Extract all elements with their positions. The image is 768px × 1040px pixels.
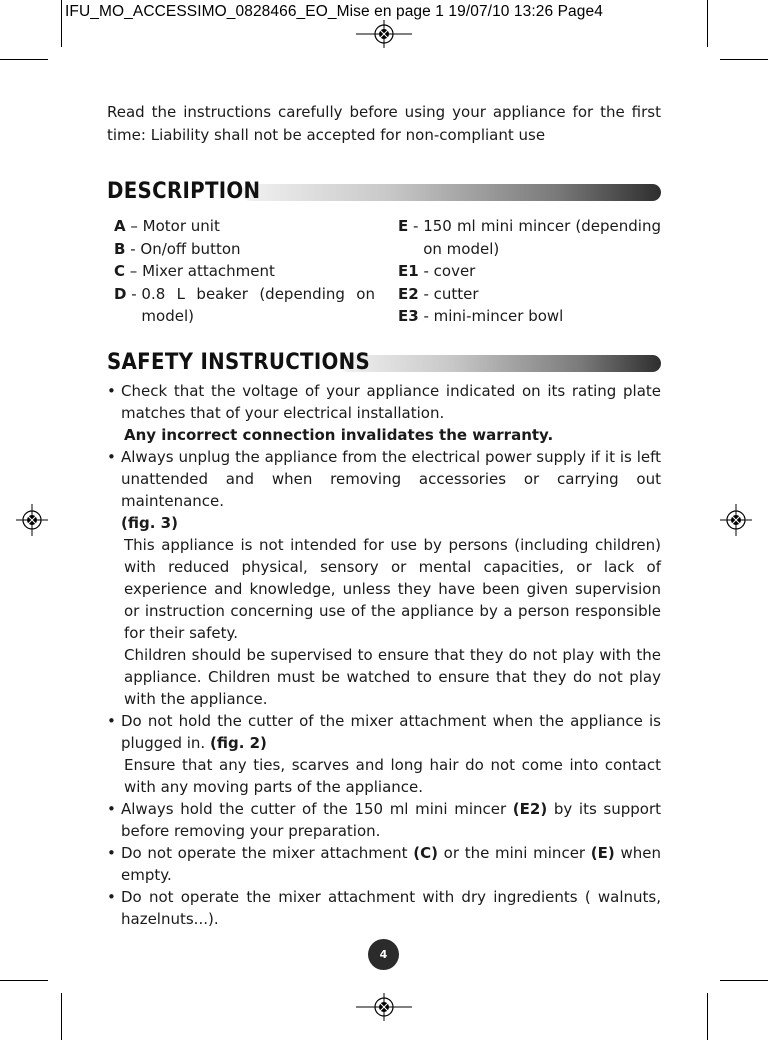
part-reference: (C): [413, 844, 438, 862]
instruction-text-part: Always hold the cutter of the 150 ml mini mincer: [121, 800, 507, 818]
item-separator: -: [126, 284, 142, 303]
bullet-icon: •: [107, 712, 116, 730]
figure-reference: (fig. 3): [121, 514, 178, 532]
print-slug: IFU_MO_ACCESSIMO_0828466_EO_Mise en page 1 19/07/10 13:26 Page4: [65, 3, 603, 20]
item-text: Mixer attachment: [142, 262, 275, 280]
bullet-icon: •: [107, 888, 116, 906]
part-reference: (E2): [512, 800, 548, 818]
registration-mark-icon: [16, 504, 48, 536]
item-code: E3: [398, 307, 419, 325]
item-text: On/off button: [140, 239, 241, 258]
item-code: D: [114, 284, 127, 303]
list-item: [107, 842, 661, 886]
registration-mark-icon: [356, 20, 412, 48]
list-item: [114, 238, 375, 261]
item-code: E2: [398, 284, 419, 303]
list-item: [398, 305, 661, 328]
instruction-text-part: Do not operate the mixer attachment: [121, 844, 408, 862]
instruction-text: Check that the voltage of your appliance indicated on its rating plate matches that of your electrical installation.: [121, 382, 661, 422]
item-text: Motor unit: [142, 217, 220, 235]
item-code: B: [114, 239, 126, 258]
item-separator: -: [418, 262, 434, 280]
safety-header: [107, 351, 661, 373]
crop-mark: [61, 0, 62, 47]
list-item: [107, 798, 661, 842]
instruction-paragraph: Ensure that any ties, scarves and long hair do not come into contact with any moving parts of the appliance.: [124, 756, 661, 796]
list-item: [398, 283, 661, 306]
item-code: E1: [398, 262, 419, 280]
crop-mark: [707, 993, 708, 1040]
item-text: mini-mincer bowl: [433, 307, 564, 325]
description-title: DESCRIPTION: [107, 179, 261, 204]
bullet-icon: •: [107, 800, 116, 818]
intro-paragraph: Read the instructions carefully before using your appliance for the first time: Liability shall not be accepted for non-compliant use: [107, 103, 661, 144]
instruction-text: Always unplug the appliance from the electrical power supply if it is left unattended and when removing accessories or carrying out maintenance.: [121, 448, 661, 510]
description-right-column: [398, 215, 661, 328]
instruction-text: [121, 798, 661, 842]
bullet-icon: •: [107, 844, 116, 862]
registration-mark-icon: [720, 504, 752, 536]
item-code: A: [114, 217, 126, 235]
item-separator: –: [125, 217, 143, 235]
list-item: [398, 260, 661, 283]
list-item: [107, 380, 661, 446]
list-item: [114, 260, 375, 283]
crop-mark: [0, 980, 48, 981]
item-separator: -: [418, 307, 434, 325]
bullet-icon: •: [107, 382, 116, 400]
warranty-warning: Any incorrect connection invalidates the warranty.: [124, 426, 554, 444]
item-separator: -: [125, 239, 141, 258]
item-text: 0.8 L beaker (depending on model): [141, 284, 375, 325]
instruction-text-part: or the mini mincer: [443, 844, 586, 862]
part-reference: (E): [590, 844, 615, 862]
list-item: [107, 710, 661, 798]
safety-instructions: [107, 380, 661, 930]
item-text: cutter: [433, 284, 479, 303]
safety-title: SAFETY INSTRUCTIONS: [107, 350, 371, 375]
item-separator: -: [408, 217, 424, 235]
description-left-column: [114, 215, 375, 328]
list-item: [107, 886, 661, 930]
list-item: [398, 215, 661, 260]
instruction-paragraph: This appliance is not intended for use by persons (including children) with reduced physical, sensory or mental capacities, or lack of experience and knowledge, unless they have been given supervision or instruction concerning use of the appliance by a person responsible for their safety.: [124, 536, 661, 642]
item-text: cover: [433, 262, 476, 280]
crop-mark: [61, 993, 62, 1040]
crop-mark: [720, 59, 768, 60]
registration-mark-icon: [356, 993, 412, 1021]
crop-mark: [0, 59, 48, 60]
item-separator: -: [418, 284, 434, 303]
figure-reference: (fig. 2): [209, 734, 267, 752]
list-item: [107, 446, 661, 710]
instruction-text-part: by its support before removing your preparation.: [121, 800, 661, 840]
item-code: C: [114, 262, 126, 280]
instruction-text: Do not operate the mixer attachment with dry ingredients ( walnuts, hazelnuts...).: [121, 888, 661, 928]
crop-mark: [720, 980, 768, 981]
instruction-text: [121, 842, 661, 886]
item-text: 150 ml mini mincer (depending on model): [423, 217, 661, 258]
description-header: [107, 180, 661, 202]
crop-mark: [707, 0, 708, 47]
list-item: [114, 283, 375, 328]
page-number-badge: 4: [368, 939, 399, 970]
instruction-text-part: when empty.: [121, 844, 661, 884]
instruction-paragraph: Children should be supervised to ensure that they do not play with the appliance. Children must be watched to ensure that they do not play with the appliance.: [124, 646, 661, 708]
instruction-text-part: Do not hold the cutter of the mixer attachment when the appliance is plugged in.: [121, 712, 661, 752]
list-item: [114, 215, 375, 238]
bullet-icon: •: [107, 448, 116, 466]
instruction-text: [121, 710, 661, 754]
item-code: E: [398, 217, 409, 235]
item-separator: –: [125, 262, 143, 280]
